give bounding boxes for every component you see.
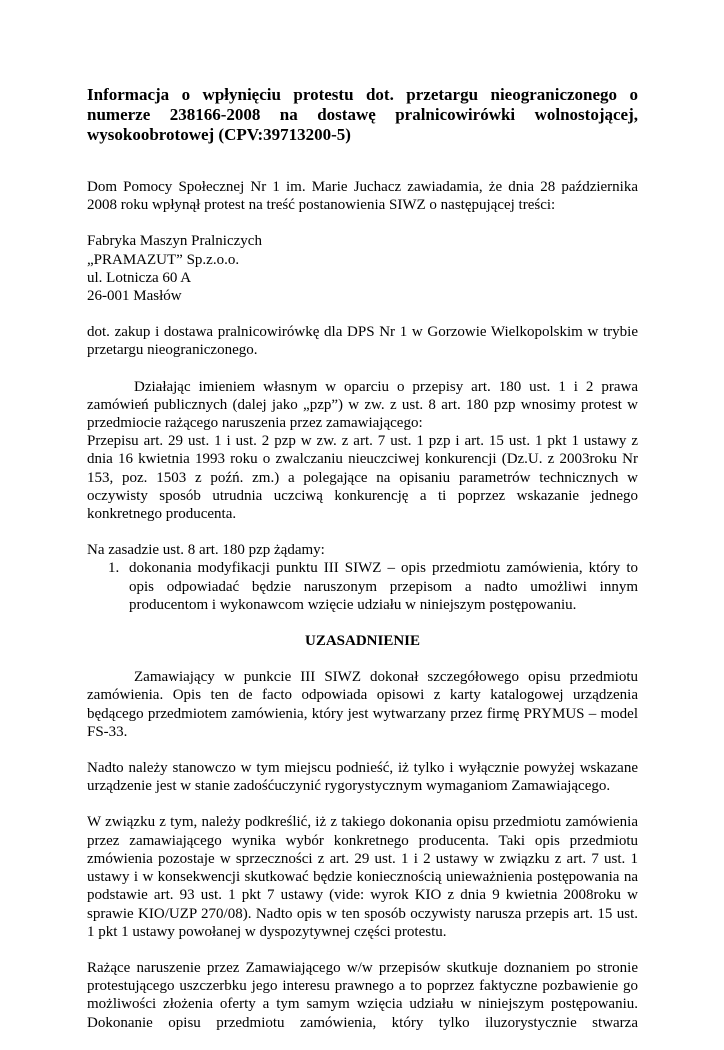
justification-paragraph-1: Zamawiający w punkcie III SIWZ dokonał szczegółowego opisu przedmiotu zamówienia. Opis ten de facto odpowiada opisowi z karty katalogowej urządzenia będącego przedmiotem zamówienia, który jest wytwarzany przez firmę PRYMUS – model FS-33. bbox=[87, 669, 638, 740]
address-line-company: Fabryka Maszyn Pralniczych bbox=[87, 233, 262, 250]
protest-violation-paragraph: Przepisu art. 29 ust. 1 i ust. 2 pzp w zw. z art. 7 ust. 1 pzp i art. 15 ust. 1 pkt 1 ustawy z dnia 16 kwietnia 1993 roku o zwalczaniu nieuczciwej konkurencji (Dz.U. z 2003roku Nr 153, poz. 1503 z poźń. zm.) a polegające na opisaniu parametrów technicznych w oczywisty sposób utrudnia uczciwą konkurencję a ti poprzez wskazanie jednego konkretnego producenta. bbox=[87, 433, 638, 523]
intro-paragraph: Dom Pomocy Społecznej Nr 1 im. Marie Juchacz zawiadamia, że dnia 28 października 2008 roku wpłynął protest na treść postanowienia SIWZ o następującej treści: bbox=[87, 179, 638, 214]
justification-paragraph-2: Nadto należy stanowczo w tym miejscu podnieść, iż tylko i wyłącznie powyżej wskazane urządzenie jest w stanie zadośćuczynić rygorystycznym wymaganiom Zamawiającego. bbox=[87, 760, 638, 795]
demand-item-number: 1. bbox=[108, 560, 120, 577]
subject-paragraph: dot. zakup i dostawa pralnicowirówkę dla DPS Nr 1 w Gorzowie Wielkopolskim w trybie przetargu nieograniczonego. bbox=[87, 324, 638, 359]
demand-intro: Na zasadzie ust. 8 art. 180 pzp żądamy: bbox=[87, 542, 325, 559]
address-line-city: 26-001 Masłów bbox=[87, 288, 182, 305]
address-line-street: ul. Lotnicza 60 A bbox=[87, 269, 192, 286]
demand-list bbox=[87, 559, 638, 614]
address-block bbox=[87, 232, 638, 305]
protest-paragraph: Działając imieniem własnym w oparciu o przepisy art. 180 ust. 1 i 2 prawa zamówień publicznych (dalej jako „pzp”) w zw. z ust. 8 art. 180 pzp wnosimy protest w przedmiocie rażącego naruszenia przez zamawiającego: bbox=[87, 378, 638, 432]
demand-item bbox=[87, 559, 638, 614]
demand-item-text: dokonania modyfikacji punktu III SIWZ – opis przedmiotu zamówienia, który to opis odpowiadać będzie naruszonym przepisom a nadto umożliwi innym producentom i wykonawcom wzięcie udziału w niniejszym postępowaniu. bbox=[129, 560, 638, 613]
document-title: Informacja o wpłynięciu protestu dot. przetargu nieograniczonego o numerze 238166-2008 na dostawę pralnicowirówki wolnostojącej, wysokoobrotowej (CPV:39713200-5) bbox=[87, 85, 638, 144]
document-page bbox=[87, 85, 638, 1050]
justification-heading: UZASADNIENIE bbox=[304, 633, 421, 650]
justification-paragraph-4: Rażące naruszenie przez Zamawiającego w/w przepisów skutkuje doznaniem po stronie protestującego uszczerbku jego interesu prawnego a to poprzez faktyczne pozbawienie go możliwości złożenia oferty a tym samym wzięcia udziału w niniejszym postępowaniu. Dokonanie opisu przedmiotu zamówienia, który tylko iluzorystycznie stwarza bbox=[87, 959, 638, 1031]
address-line-name: „PRAMAZUT” Sp.z.o.o. bbox=[87, 251, 240, 268]
justification-paragraph-3: W związku z tym, należy podkreślić, iż z takiego dokonania opisu przedmiotu zamówienia przez zamawiającego wynika wybór konkretnego producenta. Taki opis przedmiotu zmówienia pozostaje w sprzeczności z art. 29 ust. 1 i 2 ustawy w związku z art. 7 ust. 1 ustawy i w konsekwencji skutkować będzie koniecznością unieważnienia postępowania na podstawie art. 93 ust. 1 pkt 7 ustawy (vide: wyrok KIO z dnia 9 kwietnia 2008roku w sprawie KIO/UZP 270/08). Nadto opis w ten sposób oczywisty narusza przepis art. 15 ust. 1 pkt 1 ustawy powołanej w dyspozytywnej części protestu. bbox=[87, 814, 638, 940]
